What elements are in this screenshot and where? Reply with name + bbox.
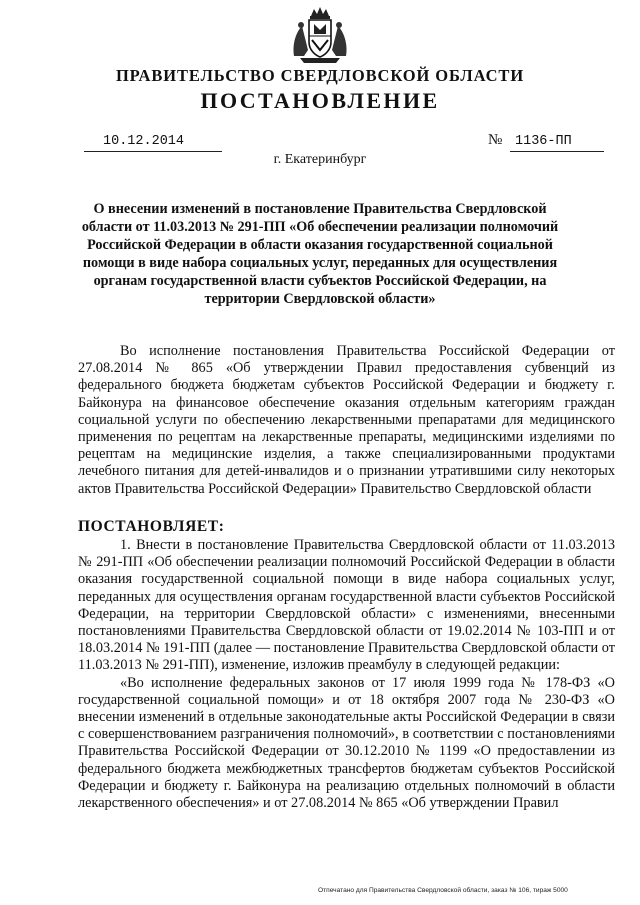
coat-of-arms-icon: [290, 6, 350, 64]
quoted-preamble-paragraph: «Во исполнение федеральных законов от 17 июля 1999 года № 178-ФЗ «О государственной социальной помощи» и от 18 октября 2007 года № 230-ФЗ «О внесении изменений в отдельные законодательные акты Российской Федерации в связи с совершенствованием разграничения полномочий», в соответствии с постановлениями Правительства Российской Федерации от 30.12.2010 № 1199 «О предоставлении из федерального бюджета межбюджетных трансфертов бюджетам субъектов Российской Федерации и бюджету г. Байконура на реализацию отдельных полномочий в области лекарственного обеспечения» и от 27.08.2014 № 865 «Об утверждении Правил: [78, 674, 615, 812]
organization-name: ПРАВИТЕЛЬСТВО СВЕРДЛОВСКОЙ ОБЛАСТИ: [115, 66, 525, 85]
document-title: О внесении изменений в постановление Правительства Свердловской области от 11.03.2013 № 291-ПП «Об обеспечении реализации полномочий Российской Федерации в области оказания государственной социальной помощи в виде набора социальных услуг, переданных для осуществления органам государственной власти субъектов Российской Федерации, на территории Свердловской области»: [81, 201, 559, 307]
preamble-paragraph: [78, 343, 615, 498]
document-number: 1136-ПП: [515, 134, 572, 149]
document-date: 10.12.2014: [103, 134, 185, 149]
city: г. Екатеринбург: [273, 152, 367, 167]
item-1-paragraph: 1. Внести в постановление Правительства Свердловской области от 11.03.2013 № 291-ПП «Об обеспечении реализации полномочий Российской Федерации в области оказания государственной социальной помощи в виде набора социальных услуг, переданных для осуществления органам государственной власти субъектов Российской Федерации, на территории Свердловской области» с изменениями, внесенными постановлениями Правительства Свердловской области от 19.02.2014 № 103-ПП и от 18.03.2014 № 191-ПП (далее — постановление Правительства Свердловской области от 11.03.2013 № 291-ПП), изменение, изложив преамбулу в следующей редакции:: [78, 537, 615, 674]
number-label: №: [488, 132, 503, 148]
operative-section: [78, 537, 615, 812]
document-type: ПОСТАНОВЛЕНИЕ: [200, 88, 440, 113]
paragraph-text: Во исполнение постановления Правительства Российской Федерации от 27.08.2014 № 865 «Об утверждении Правил предоставления субвенций из федерального бюджета бюджетам субъектов Российской Федерации и бюджету г. Байконура на финансовое обеспечение оказания отдельным категориям граждан социальной услуги по обеспечению лекарственными препаратами для медицинского применения по рецептам на лекарственные препараты, медицинскими изделиями по рецептам на медицинские изделия, а также специализированными продуктами лечебного питания для детей-инвалидов и о признании утратившими силу некоторых актов Правительства Российской Федерации» Правительство Свердловской области: [78, 343, 615, 497]
decree-heading: ПОСТАНОВЛЯЕТ:: [78, 518, 225, 535]
print-footer: Отпечатано для Правительства Свердловской области, заказ № 106, тираж 5000: [318, 887, 568, 894]
